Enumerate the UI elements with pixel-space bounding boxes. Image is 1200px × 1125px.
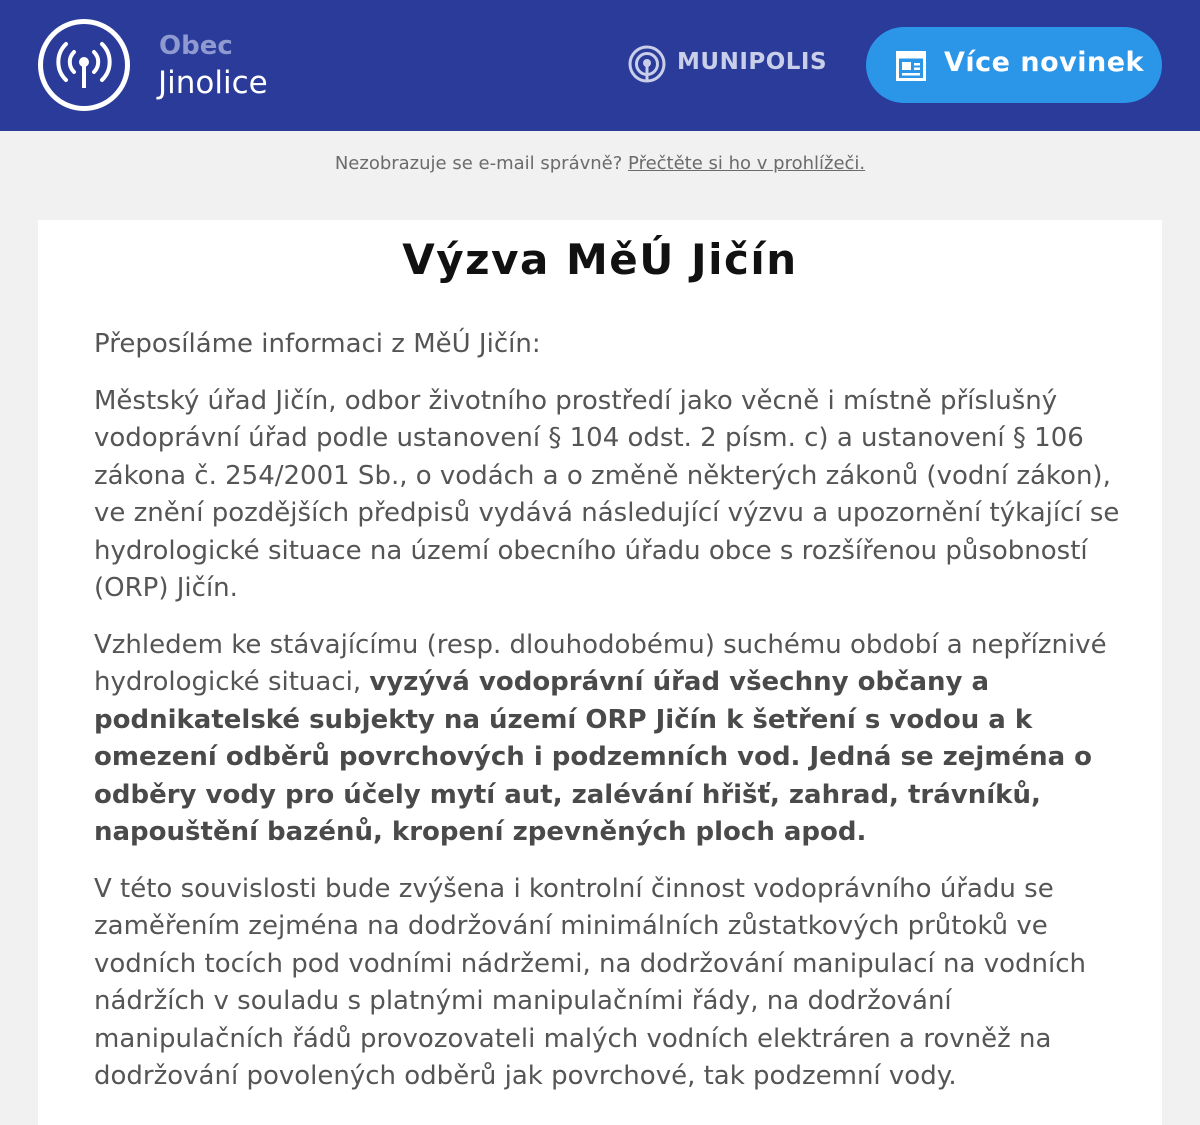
article-body [94, 326, 1144, 1115]
article-intro: Přeposíláme informaci z MěÚ Jičín: [94, 329, 541, 359]
article-title: Výzva MěÚ Jičín [402, 235, 798, 284]
more-news-button[interactable] [866, 27, 1162, 103]
article-paragraph-3: V této souvislosti bude zvýšena i kontrolní činnost vodoprávního úřadu se zaměřením zejména na dodržování minimálních zůstatkových průtoků ve vodních tocích pod vodními nádržemi, na dodržování manipulací na vodních nádržích v souladu s platnými manipulačními řády, na dodržování manipulačních řádů provozovateli malých vodních elektráren a rovněž na dodržování povolených odběrů jak povrchové, tak podzemní vody. [94, 873, 1086, 1091]
view-in-browser-link[interactable]: Přečtěte si ho v prohlížeči. [628, 153, 866, 174]
broadcast-logo-icon[interactable] [38, 19, 130, 111]
header-bar [0, 0, 1200, 131]
more-news-label: Více novinek [944, 47, 1144, 78]
broadcast-icon [627, 44, 667, 84]
view-in-browser-notice [0, 152, 1200, 176]
paragraph-2-bold: vyzývá vodoprávní úřad všechny občany a podnikatelské subjekty na území ORP Jičín k šetření s vodou a k omezení odběrů povrchových i podzemních vod. Jedná se zejména o odběry vody pro účely mytí aut, zalévání hřišť, zahrad, trávníků, napouštění bazénů, kropení zpevněných ploch apod. [94, 667, 1093, 847]
article-card [38, 220, 1162, 1125]
notice-text: Nezobrazuje se e-mail správně? [334, 153, 623, 174]
article-paragraph-1: Městský úřad Jičín, odbor životního prostředí jako věcně i místně příslušný vodoprávní úřad podle ustanovení § 104 odst. 2 písm. c) a ustanovení § 106 zákona č. 254/2001 Sb., o vodách a o změně některých zákonů (vodní zákon), ve znění pozdějších předpisů vydává následující výzvu a upozornění týkající se hydrologické situace na území obecního úřadu obce s rozšířenou působností (ORP) Jičín. [94, 385, 1120, 603]
paragraph-2-normal: Vzhledem ke stávajícímu (resp. dlouhodobému) suchému období a nepříznivé hydrologické situaci, [94, 629, 1107, 697]
org-name: Jinolice [158, 65, 268, 101]
article-paragraph-2 [94, 627, 1144, 852]
brand-name: MUNIPOLIS [677, 49, 828, 75]
org-prefix: Obec [159, 31, 233, 61]
newspaper-icon [896, 51, 926, 81]
